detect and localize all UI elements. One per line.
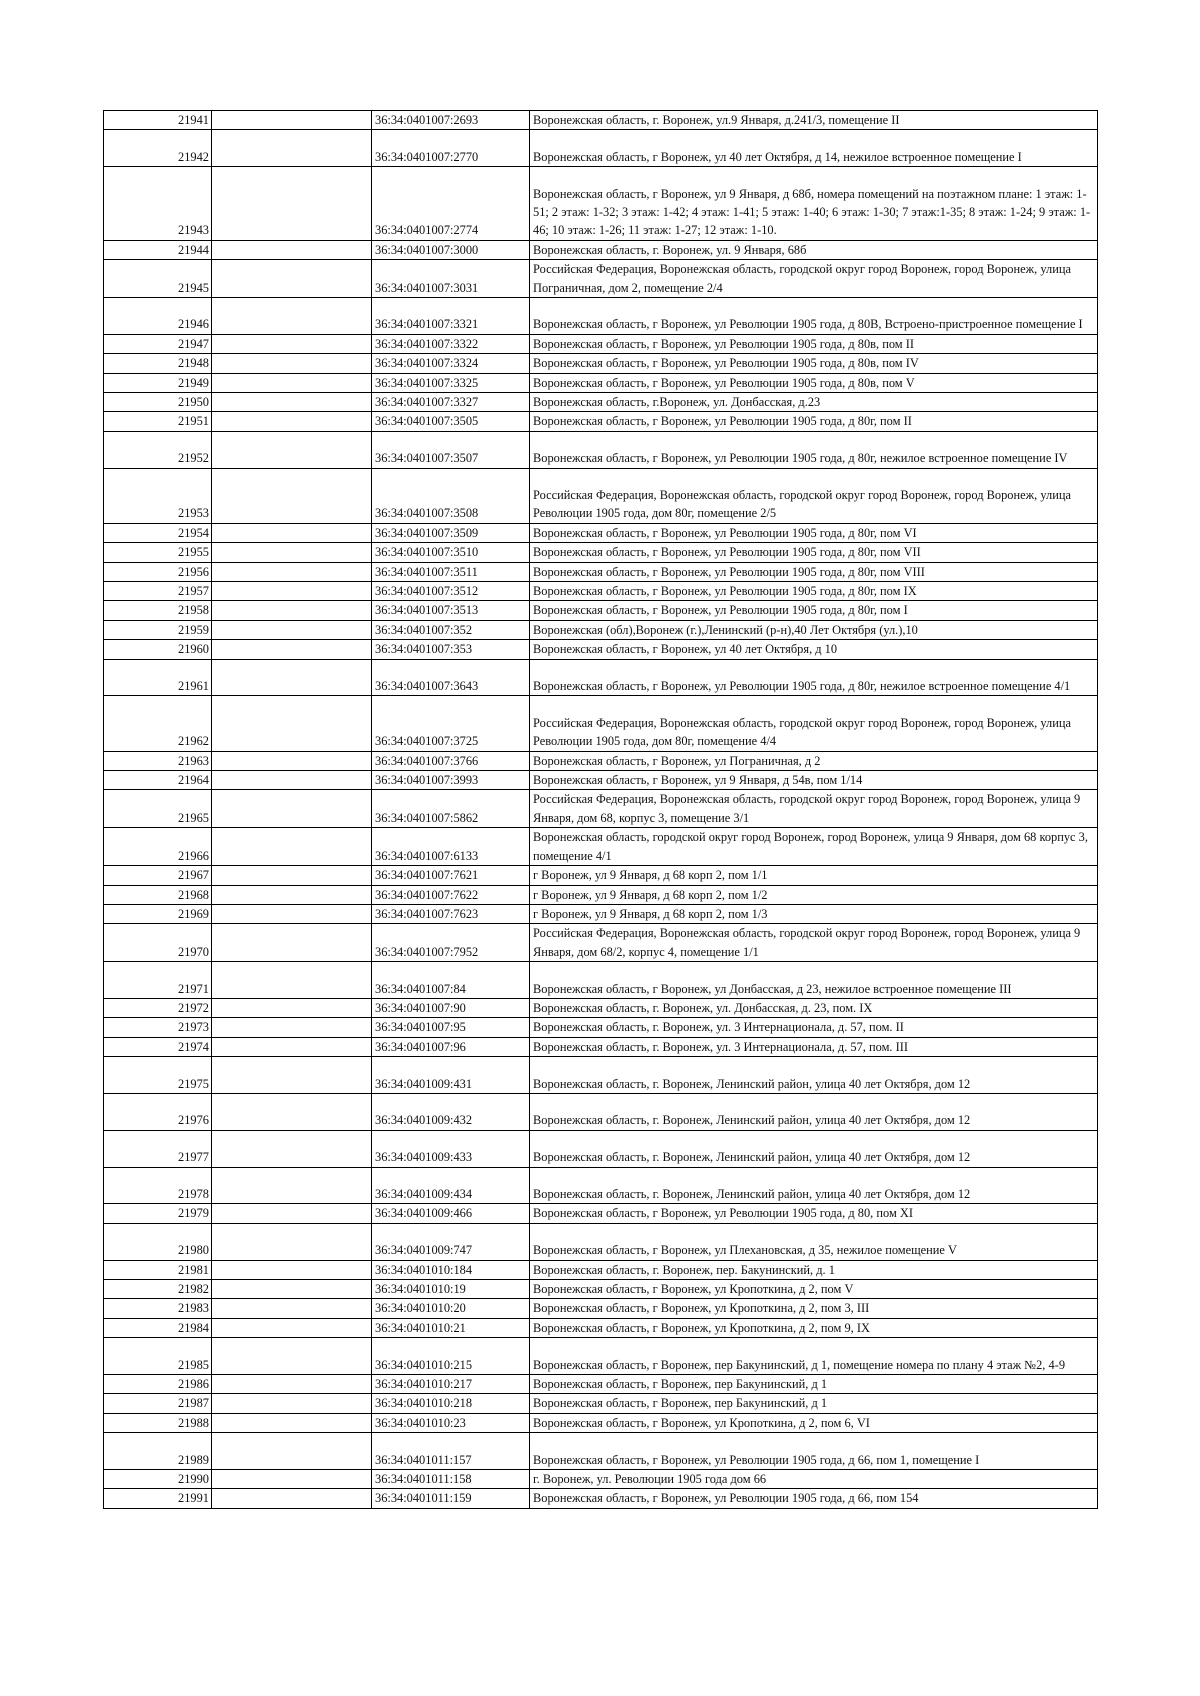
address-cell: Воронежская область, г Воронеж, ул Революции 1905 года, д 80г, пом VIII [530,562,1098,581]
row-number-cell: 21950 [104,393,212,412]
cadastral-number-cell: 36:34:0401007:2693 [372,111,530,130]
row-number-cell: 21949 [104,373,212,392]
table-row [104,543,1098,562]
cadastral-number-cell: 36:34:0401009:432 [372,1093,530,1130]
cadastral-number-cell: 36:34:0401010:23 [372,1413,530,1432]
row-number-cell: 21977 [104,1130,212,1167]
address-cell: Воронежская область, г Воронеж, пер Бакунинский, д 1 [530,1374,1098,1393]
row-number-cell: 21941 [104,111,212,130]
address-cell: Воронежская область, г Воронеж, ул Революции 1905 года, д 80В, Встроено-пристроенное помещение I [530,298,1098,335]
table-row [104,468,1098,523]
table-row [104,962,1098,999]
empty-cell [212,1318,372,1337]
empty-cell [212,659,372,696]
table-row [104,1260,1098,1279]
row-number-cell: 21954 [104,523,212,542]
row-number-cell: 21953 [104,468,212,523]
table-row [104,393,1098,412]
row-number-cell: 21971 [104,962,212,999]
empty-cell [212,373,372,392]
cadastral-number-cell: 36:34:0401010:217 [372,1374,530,1393]
address-cell: Воронежская (обл),Воронеж (г.),Ленинский (р-н),40 Лет Октября (ул.),10 [530,620,1098,639]
row-number-cell: 21946 [104,298,212,335]
empty-cell [212,1469,372,1488]
cadastral-number-cell: 36:34:0401007:6133 [372,828,530,866]
row-number-cell: 21986 [104,1374,212,1393]
empty-cell [212,260,372,298]
row-number-cell: 21990 [104,1469,212,1488]
address-cell: Воронежская область, г Воронеж, ул Революции 1905 года, д 80г, пом I [530,601,1098,620]
cadastral-number-cell: 36:34:0401007:96 [372,1037,530,1056]
empty-cell [212,543,372,562]
row-number-cell: 21951 [104,412,212,431]
table-row [104,828,1098,866]
cadastral-number-cell: 36:34:0401007:95 [372,1018,530,1037]
empty-cell [212,1018,372,1037]
empty-cell [212,620,372,639]
address-cell: Воронежская область, г. Воронеж, Ленинский район, улица 40 лет Октября, дом 12 [530,1167,1098,1204]
table-row [104,431,1098,468]
empty-cell [212,1299,372,1318]
cadastral-number-cell: 36:34:0401007:7621 [372,866,530,885]
address-cell: Воронежская область, г. Воронеж, пер. Бакунинский, д. 1 [530,1260,1098,1279]
table-row [104,659,1098,696]
cadastral-number-cell: 36:34:0401007:2770 [372,130,530,167]
cadastral-number-cell: 36:34:0401009:466 [372,1204,530,1223]
empty-cell [212,1394,372,1413]
row-number-cell: 21985 [104,1338,212,1375]
address-cell: г. Воронеж, ул. Революции 1905 года дом 66 [530,1469,1098,1488]
row-number-cell: 21980 [104,1223,212,1260]
row-number-cell: 21948 [104,354,212,373]
empty-cell [212,240,372,259]
empty-cell [212,751,372,770]
empty-cell [212,562,372,581]
row-number-cell: 21962 [104,696,212,751]
cadastral-number-cell: 36:34:0401007:352 [372,620,530,639]
table-row [104,1489,1098,1508]
cadastral-number-cell: 36:34:0401007:3766 [372,751,530,770]
cadastral-number-cell: 36:34:0401007:3327 [372,393,530,412]
address-cell: Воронежская область, г Воронеж, ул Революции 1905 года, д 66, пом 154 [530,1489,1098,1508]
empty-cell [212,1130,372,1167]
table-row [104,771,1098,790]
row-number-cell: 21969 [104,904,212,923]
row-number-cell: 21970 [104,924,212,962]
table-row [104,1433,1098,1470]
row-number-cell: 21955 [104,543,212,562]
address-cell: Воронежская область, г. Воронеж, ул. 9 Января, 68б [530,240,1098,259]
row-number-cell: 21972 [104,998,212,1017]
address-cell: Воронежская область, г. Воронеж, ул. 3 Интернационала, д. 57, пом. III [530,1037,1098,1056]
address-cell: Воронежская область, г Воронеж, ул Революции 1905 года, д 80г, пом VII [530,543,1098,562]
empty-cell [212,1204,372,1223]
address-cell: Воронежская область, г. Воронеж, Ленинский район, улица 40 лет Октября, дом 12 [530,1130,1098,1167]
empty-cell [212,790,372,828]
row-number-cell: 21989 [104,1433,212,1470]
table-row [104,751,1098,770]
cadastral-number-cell: 36:34:0401007:3510 [372,543,530,562]
empty-cell [212,167,372,241]
cadastral-number-cell: 36:34:0401007:353 [372,640,530,659]
address-cell: г Воронеж, ул 9 Января, д 68 корп 2, пом 1/1 [530,866,1098,885]
row-number-cell: 21991 [104,1489,212,1508]
row-number-cell: 21958 [104,601,212,620]
cadastral-number-cell: 36:34:0401010:218 [372,1394,530,1413]
empty-cell [212,885,372,904]
cadastral-number-cell: 36:34:0401007:3322 [372,334,530,353]
row-number-cell: 21975 [104,1057,212,1094]
table-row [104,167,1098,241]
cadastral-number-cell: 36:34:0401007:3508 [372,468,530,523]
empty-cell [212,523,372,542]
empty-cell [212,1093,372,1130]
address-cell: Воронежская область, г Воронеж, пер Бакунинский, д 1 [530,1394,1098,1413]
table-row [104,373,1098,392]
cadastral-number-cell: 36:34:0401009:433 [372,1130,530,1167]
table-row [104,1057,1098,1094]
address-cell: г Воронеж, ул 9 Января, д 68 корп 2, пом 1/3 [530,904,1098,923]
table-row [104,130,1098,167]
cadastral-number-cell: 36:34:0401011:159 [372,1489,530,1508]
cadastral-number-cell: 36:34:0401007:2774 [372,167,530,241]
row-number-cell: 21987 [104,1394,212,1413]
table-row [104,790,1098,828]
cadastral-number-cell: 36:34:0401007:3513 [372,601,530,620]
table-row [104,1318,1098,1337]
cadastral-number-cell: 36:34:0401007:7952 [372,924,530,962]
address-cell: Воронежская область, г.Воронеж, ул. Донбасская, д.23 [530,393,1098,412]
cadastral-number-cell: 36:34:0401010:19 [372,1279,530,1298]
table-row [104,924,1098,962]
empty-cell [212,640,372,659]
empty-cell [212,828,372,866]
row-number-cell: 21957 [104,582,212,601]
row-number-cell: 21981 [104,1260,212,1279]
empty-cell [212,111,372,130]
table-row [104,1338,1098,1375]
empty-cell [212,1413,372,1432]
empty-cell [212,130,372,167]
table-row [104,1279,1098,1298]
cadastral-number-cell: 36:34:0401007:3725 [372,696,530,751]
table-row [104,1204,1098,1223]
cadastral-number-cell: 36:34:0401010:184 [372,1260,530,1279]
address-cell: Воронежская область, г Воронеж, ул Революции 1905 года, д 66, пом 1, помещение I [530,1433,1098,1470]
row-number-cell: 21952 [104,431,212,468]
cadastral-number-cell: 36:34:0401007:3031 [372,260,530,298]
table-row [104,354,1098,373]
row-number-cell: 21965 [104,790,212,828]
address-cell: Российская Федерация, Воронежская область, городской округ город Воронеж, город Воронеж, улица 9 Января, дом 68/2, корпус 4, помещение 1/1 [530,924,1098,962]
empty-cell [212,904,372,923]
cadastral-number-cell: 36:34:0401007:3000 [372,240,530,259]
registry-body [104,111,1098,1509]
row-number-cell: 21976 [104,1093,212,1130]
empty-cell [212,1338,372,1375]
cadastral-number-cell: 36:34:0401007:3511 [372,562,530,581]
cadastral-number-cell: 36:34:0401007:3509 [372,523,530,542]
property-registry-table [103,110,1098,1509]
empty-cell [212,771,372,790]
table-row [104,260,1098,298]
address-cell: Воронежская область, г Воронеж, ул Кропоткина, д 2, пом V [530,1279,1098,1298]
address-cell: Воронежская область, г Воронеж, пер Бакунинский, д 1, помещение номера по плану 4 этаж №2, 4-9 [530,1338,1098,1375]
address-cell: Российская Федерация, Воронежская область, городской округ город Воронеж, город Воронеж, улица 9 Января, дом 68, корпус 3, помещение 3/1 [530,790,1098,828]
empty-cell [212,696,372,751]
address-cell: Воронежская область, городской округ город Воронеж, город Воронеж, улица 9 Января, дом 68 корпус 3, помещение 4/1 [530,828,1098,866]
address-cell: Воронежская область, г Воронеж, ул Революции 1905 года, д 80г, пом VI [530,523,1098,542]
empty-cell [212,601,372,620]
empty-cell [212,998,372,1017]
table-row [104,412,1098,431]
empty-cell [212,866,372,885]
table-row [104,1093,1098,1130]
table-row [104,1167,1098,1204]
table-row [104,334,1098,353]
row-number-cell: 21942 [104,130,212,167]
address-cell: Воронежская область, г Воронеж, ул Революции 1905 года, д 80, пом XI [530,1204,1098,1223]
table-row [104,885,1098,904]
empty-cell [212,468,372,523]
address-cell: Воронежская область, г Воронеж, ул Пограничная, д 2 [530,751,1098,770]
address-cell: Воронежская область, г Воронеж, ул 9 Января, д 54в, пом 1/14 [530,771,1098,790]
address-cell: Воронежская область, г Воронеж, ул Донбасская, д 23, нежилое встроенное помещение III [530,962,1098,999]
empty-cell [212,962,372,999]
row-number-cell: 21982 [104,1279,212,1298]
address-cell: Воронежская область, г. Воронеж, ул. 3 Интернационала, д. 57, пом. II [530,1018,1098,1037]
cadastral-number-cell: 36:34:0401007:7622 [372,885,530,904]
table-row [104,240,1098,259]
cadastral-number-cell: 36:34:0401007:84 [372,962,530,999]
empty-cell [212,1433,372,1470]
empty-cell [212,393,372,412]
row-number-cell: 21960 [104,640,212,659]
empty-cell [212,1057,372,1094]
address-cell: Воронежская область, г Воронеж, ул Революции 1905 года, д 80в, пом II [530,334,1098,353]
cadastral-number-cell: 36:34:0401010:21 [372,1318,530,1337]
row-number-cell: 21984 [104,1318,212,1337]
address-cell: Воронежская область, г Воронеж, ул Плехановская, д 35, нежилое помещение V [530,1223,1098,1260]
address-cell: Воронежская область, г Воронеж, ул Революции 1905 года, д 80г, нежилое встроенное помещение IV [530,431,1098,468]
address-cell: Воронежская область, г Воронеж, ул Революции 1905 года, д 80в, пом V [530,373,1098,392]
cadastral-number-cell: 36:34:0401007:7623 [372,904,530,923]
row-number-cell: 21943 [104,167,212,241]
address-cell: Воронежская область, г. Воронеж, ул.9 Января, д.241/3, помещение II [530,111,1098,130]
row-number-cell: 21983 [104,1299,212,1318]
cadastral-number-cell: 36:34:0401010:215 [372,1338,530,1375]
empty-cell [212,1279,372,1298]
empty-cell [212,334,372,353]
table-row [104,1018,1098,1037]
row-number-cell: 21944 [104,240,212,259]
table-row [104,1413,1098,1432]
row-number-cell: 21956 [104,562,212,581]
row-number-cell: 21967 [104,866,212,885]
address-cell: Воронежская область, г. Воронеж, Ленинский район, улица 40 лет Октября, дом 12 [530,1093,1098,1130]
cadastral-number-cell: 36:34:0401009:431 [372,1057,530,1094]
address-cell: Воронежская область, г. Воронеж, Ленинский район, улица 40 лет Октября, дом 12 [530,1057,1098,1094]
table-row [104,111,1098,130]
row-number-cell: 21978 [104,1167,212,1204]
row-number-cell: 21945 [104,260,212,298]
empty-cell [212,1374,372,1393]
table-row [104,582,1098,601]
table-row [104,1130,1098,1167]
table-row [104,1394,1098,1413]
cadastral-number-cell: 36:34:0401009:434 [372,1167,530,1204]
table-row [104,1299,1098,1318]
table-row [104,1223,1098,1260]
cadastral-number-cell: 36:34:0401007:90 [372,998,530,1017]
empty-cell [212,298,372,335]
cadastral-number-cell: 36:34:0401010:20 [372,1299,530,1318]
empty-cell [212,924,372,962]
row-number-cell: 21963 [104,751,212,770]
cadastral-number-cell: 36:34:0401007:3325 [372,373,530,392]
empty-cell [212,354,372,373]
address-cell: Воронежская область, г Воронеж, ул Кропоткина, д 2, пом 9, IX [530,1318,1098,1337]
cadastral-number-cell: 36:34:0401007:3324 [372,354,530,373]
table-row [104,1469,1098,1488]
cadastral-number-cell: 36:34:0401011:157 [372,1433,530,1470]
address-cell: Воронежская область, г Воронеж, ул 9 Января, д 68б, номера помещений на поэтажном плане: 1 этаж: 1-51; 2 этаж: 1-32; 3 этаж: 1-42; 4 этаж: 1-41; 5 этаж: 1-40; 6 этаж: 1-30; 7 этаж:1-35; 8 этаж: 1-24; 9 этаж: 1-46; 10 этаж: 1-26; 11 этаж: 1-27; 12 этаж: 1-10. [530,167,1098,241]
empty-cell [212,1223,372,1260]
empty-cell [212,1167,372,1204]
row-number-cell: 21988 [104,1413,212,1432]
row-number-cell: 21973 [104,1018,212,1037]
address-cell: Воронежская область, г Воронеж, ул Революции 1905 года, д 80в, пом IV [530,354,1098,373]
empty-cell [212,582,372,601]
empty-cell [212,412,372,431]
table-row [104,562,1098,581]
address-cell: Воронежская область, г Воронеж, ул 40 лет Октября, д 14, нежилое встроенное помещение I [530,130,1098,167]
table-row [104,620,1098,639]
cadastral-number-cell: 36:34:0401007:3505 [372,412,530,431]
table-row [104,998,1098,1017]
table-row [104,601,1098,620]
table-row [104,523,1098,542]
table-row [104,866,1098,885]
cadastral-number-cell: 36:34:0401011:158 [372,1469,530,1488]
row-number-cell: 21959 [104,620,212,639]
cadastral-number-cell: 36:34:0401007:3321 [372,298,530,335]
cadastral-number-cell: 36:34:0401007:3643 [372,659,530,696]
row-number-cell: 21979 [104,1204,212,1223]
cadastral-number-cell: 36:34:0401009:747 [372,1223,530,1260]
table-row [104,640,1098,659]
empty-cell [212,1260,372,1279]
address-cell: Воронежская область, г Воронеж, ул Революции 1905 года, д 80г, пом IX [530,582,1098,601]
address-cell: Российская Федерация, Воронежская область, городской округ город Воронеж, город Воронеж, улица Революции 1905 года, дом 80г, помещение 2/5 [530,468,1098,523]
cadastral-number-cell: 36:34:0401007:3507 [372,431,530,468]
empty-cell [212,1037,372,1056]
table-row [104,1037,1098,1056]
row-number-cell: 21947 [104,334,212,353]
table-row [104,904,1098,923]
table-row [104,1374,1098,1393]
address-cell: Воронежская область, г. Воронеж, ул. Донбасская, д. 23, пом. IX [530,998,1098,1017]
row-number-cell: 21968 [104,885,212,904]
address-cell: г Воронеж, ул 9 Января, д 68 корп 2, пом 1/2 [530,885,1098,904]
row-number-cell: 21961 [104,659,212,696]
address-cell: Воронежская область, г Воронеж, ул Кропоткина, д 2, пом 3, III [530,1299,1098,1318]
table-row [104,298,1098,335]
row-number-cell: 21964 [104,771,212,790]
address-cell: Российская Федерация, Воронежская область, городской округ город Воронеж, город Воронеж, улица Пограничная, дом 2, помещение 2/4 [530,260,1098,298]
address-cell: Воронежская область, г Воронеж, ул Революции 1905 года, д 80г, пом II [530,412,1098,431]
cadastral-number-cell: 36:34:0401007:3512 [372,582,530,601]
row-number-cell: 21974 [104,1037,212,1056]
cadastral-number-cell: 36:34:0401007:3993 [372,771,530,790]
empty-cell [212,1489,372,1508]
empty-cell [212,431,372,468]
address-cell: Воронежская область, г Воронеж, ул Революции 1905 года, д 80г, нежилое встроенное помещение 4/1 [530,659,1098,696]
table-row [104,696,1098,751]
row-number-cell: 21966 [104,828,212,866]
address-cell: Воронежская область, г Воронеж, ул 40 лет Октября, д 10 [530,640,1098,659]
cadastral-number-cell: 36:34:0401007:5862 [372,790,530,828]
address-cell: Российская Федерация, Воронежская область, городской округ город Воронеж, город Воронеж, улица Революции 1905 года, дом 80г, помещение 4/4 [530,696,1098,751]
address-cell: Воронежская область, г Воронеж, ул Кропоткина, д 2, пом 6, VI [530,1413,1098,1432]
